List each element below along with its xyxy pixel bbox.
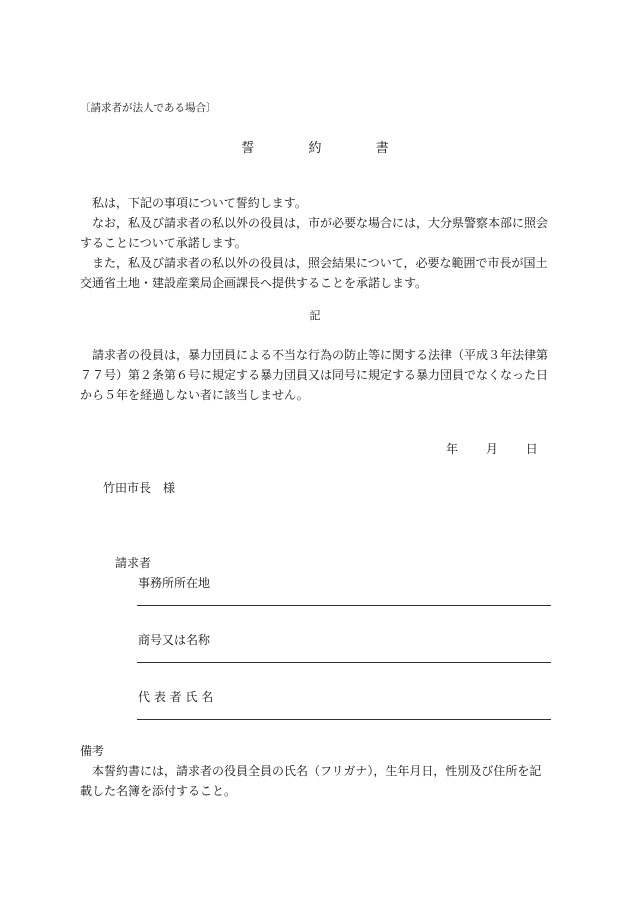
title-char-2: 約 <box>308 141 322 156</box>
intro-paragraph-2: なお，私及び請求者の私以外の役員は，市が必要な場合には，大分県警察本部に照会することについて承諾します。 <box>80 216 549 250</box>
remarks-section <box>80 761 552 801</box>
title-char-1: 誓 <box>241 141 255 156</box>
date-line <box>446 440 538 457</box>
header-note: 〔請求者が法人である場合〕 <box>80 102 217 114</box>
date-day-label: 日 <box>525 442 538 456</box>
date-year-label: 年 <box>446 442 459 456</box>
pledge-section <box>80 345 552 405</box>
representative-line[interactable] <box>137 719 551 720</box>
intro-section <box>80 193 552 293</box>
ki-label: 記 <box>309 309 321 322</box>
representative-label: 代 表 者 氏 名 <box>138 690 214 704</box>
office-address-line[interactable] <box>137 605 551 606</box>
remarks-heading: 備考 <box>80 744 105 758</box>
remarks-text: 本誓約書には，請求者の役員全員の氏名（フリガナ），生年月日，性別及び住所を記載した名簿を添付すること。 <box>80 764 542 798</box>
title-char-3: 書 <box>375 141 389 156</box>
trade-name-line[interactable] <box>137 662 551 663</box>
intro-paragraph-1: 私は，下記の事項について誓約します。 <box>92 196 307 210</box>
addressee: 竹田市長 様 <box>103 481 176 495</box>
intro-paragraph-3: また，私及び請求者の私以外の役員は，照会結果について，必要な範囲で市長が国土交通省土地・建設産業局企画課長へ提供することを承諾します。 <box>80 256 548 290</box>
pledge-text: 請求者の役員は，暴力団員による不当な行為の防止等に関する法律（平成３年法律第７７号）第２条第６号に規定する暴力団員又は同号に規定する暴力団員でなくなった日から５年を経過しない者に該当しません。 <box>80 348 549 402</box>
trade-name-label: 商号又は名称 <box>138 633 211 647</box>
office-address-label: 事務所所在地 <box>138 576 211 590</box>
document-title <box>0 137 630 156</box>
date-month-label: 月 <box>485 442 498 456</box>
requester-label: 請求者 <box>115 556 152 570</box>
